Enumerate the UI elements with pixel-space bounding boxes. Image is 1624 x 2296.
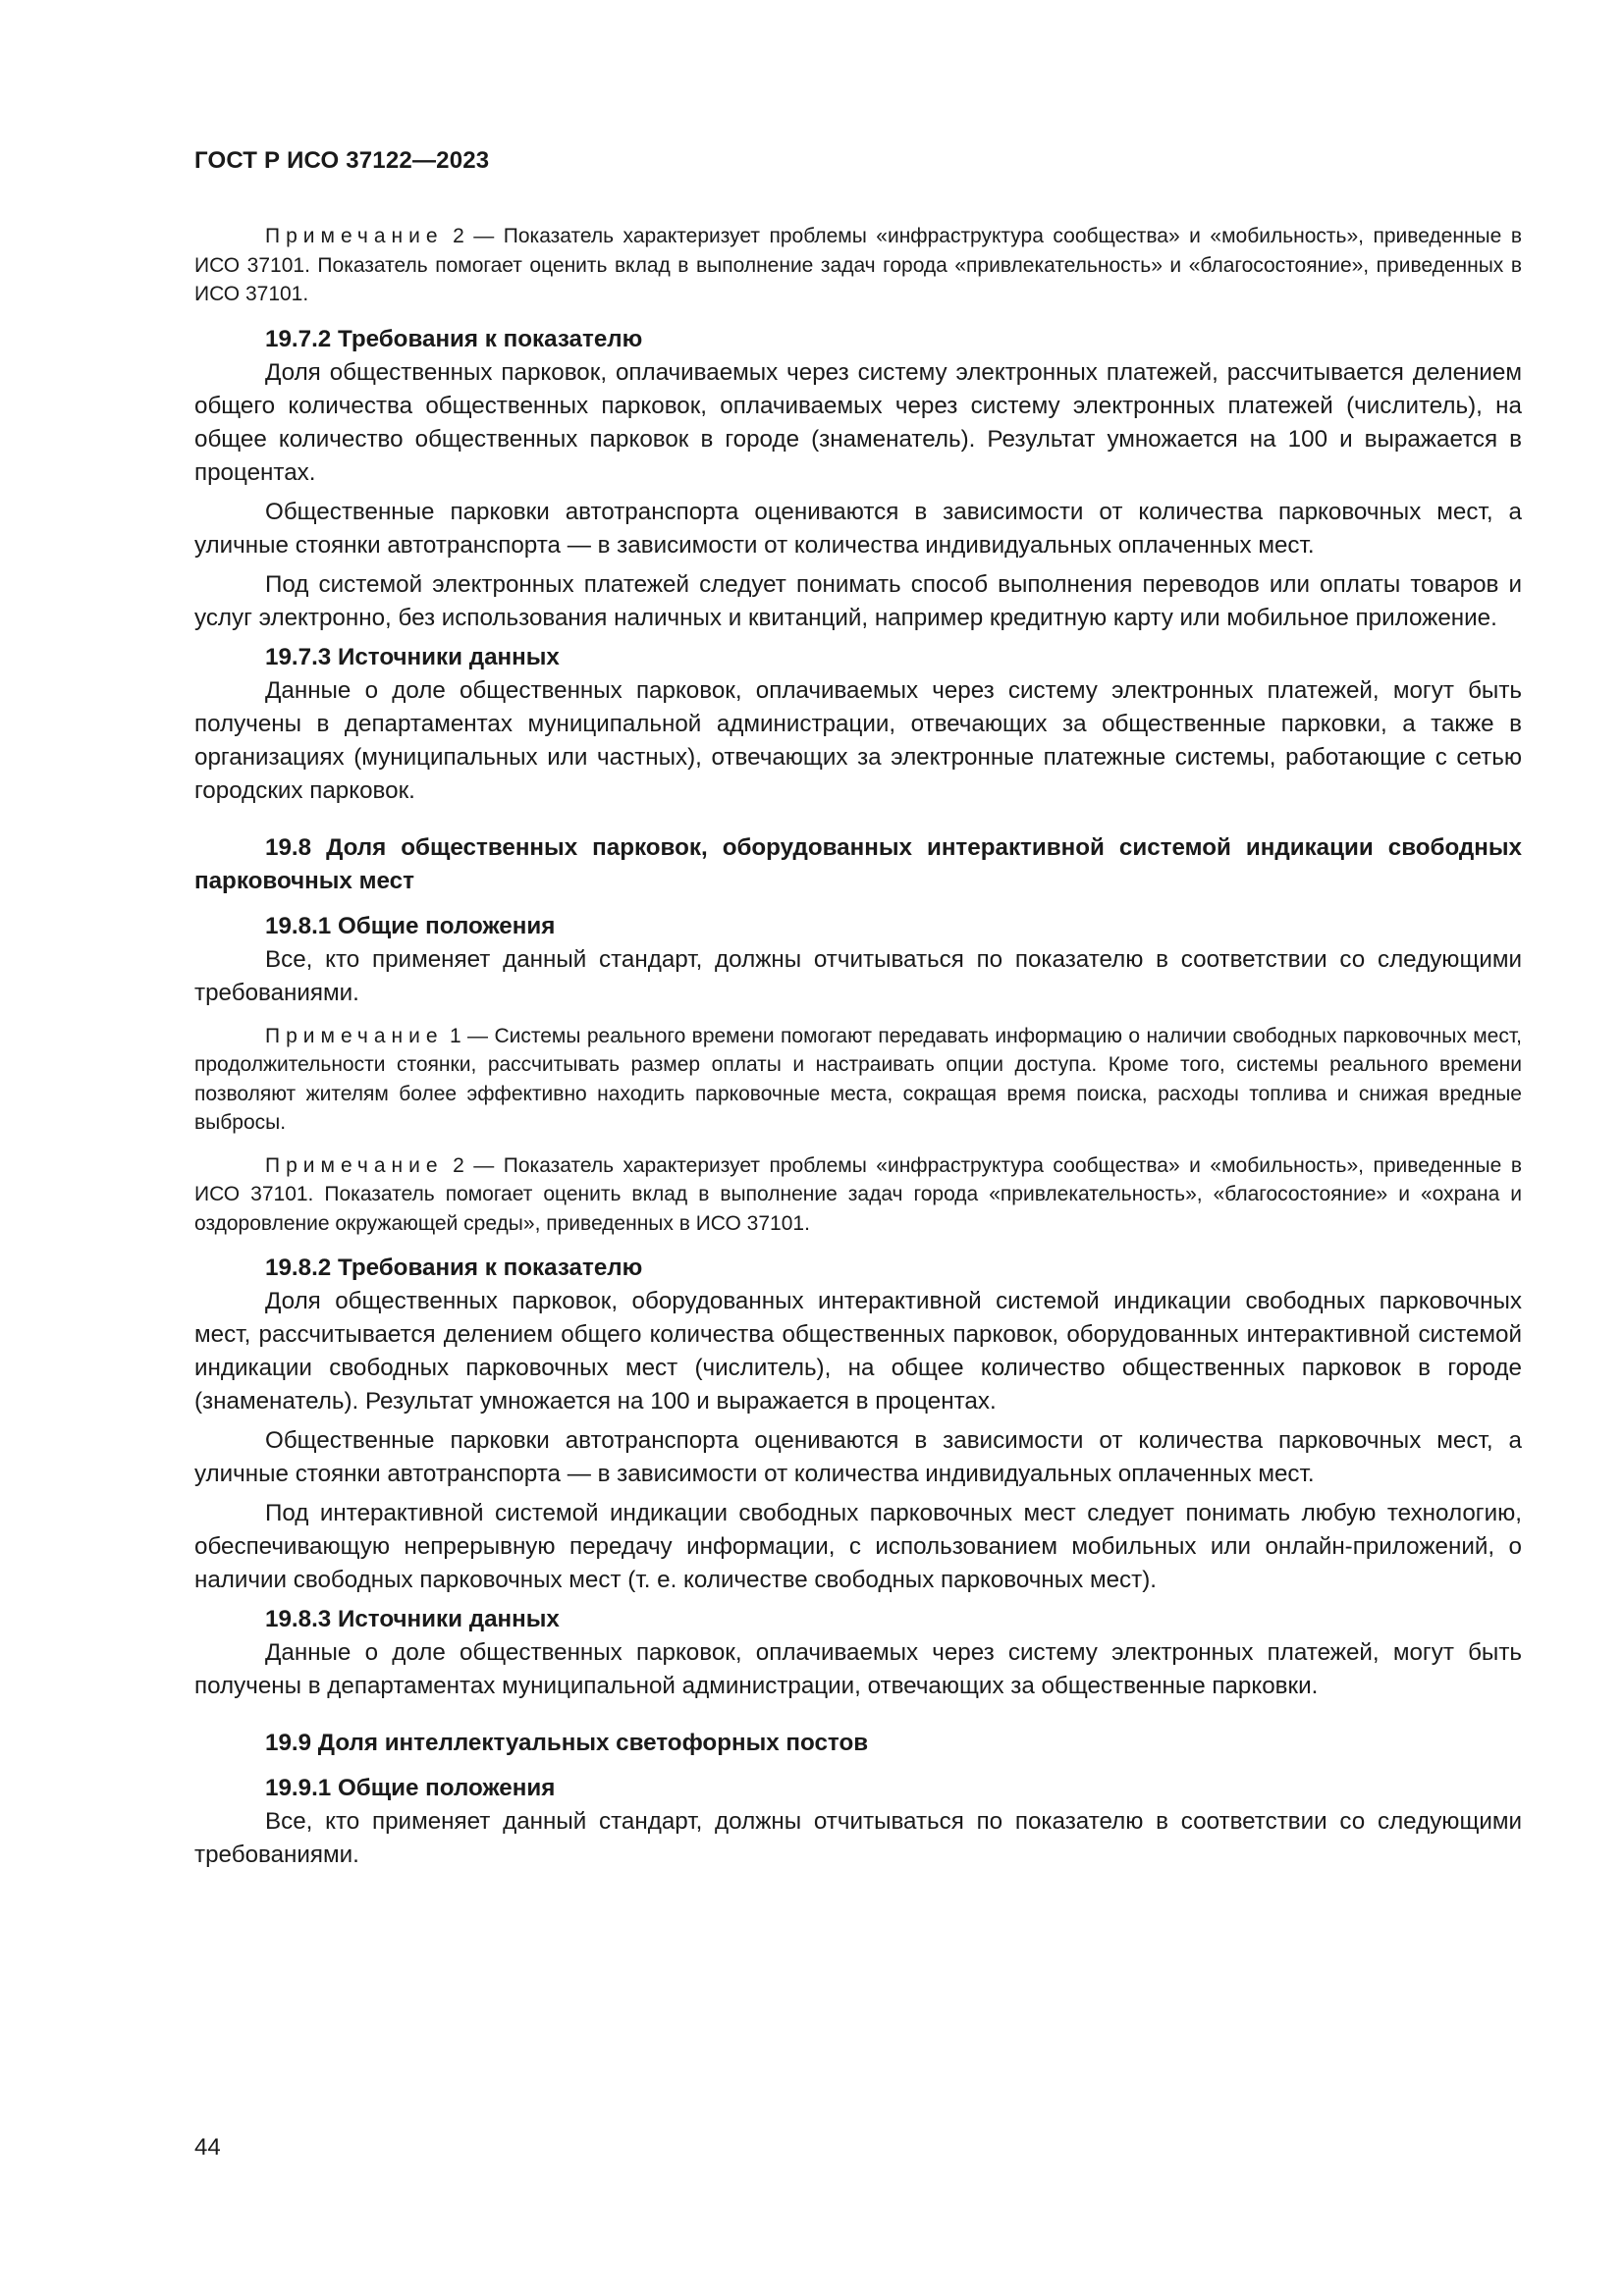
subsection-heading-19-7-2: 19.7.2 Требования к показателю	[265, 325, 643, 352]
section-heading-19-9: 19.9 Доля интеллектуальных светофорных постов	[265, 1730, 869, 1756]
note-paragraph	[194, 1022, 1522, 1138]
subsection-heading-19-9-1: 19.9.1 Общие положения	[265, 1775, 556, 1801]
body-paragraph: Все, кто применяет данный стандарт, должны отчитываться по показателю в соответствии со следующими требованиями.	[194, 1808, 1522, 1868]
body-paragraph: Под интерактивной системой индикации свободных парковочных мест следует понимать любую технологию, обеспечивающую непрерывную передачу информации, с использованием мобильных или онлайн-приложений, о наличии свободных парковочных мест (т. е. количестве свободных парковочных мест).	[194, 1500, 1522, 1593]
note-text: 2 — Показатель характеризует проблемы «инфраструктура сообщества» и «мобильность», приведенные в ИСО 37101. Показатель помогает оценить вклад в выполнение задач города «привлекательность», «благосостояние» и «охрана и оздоровление окружающей среды», приведенных в ИСО 37101.	[194, 1153, 1522, 1235]
body-paragraph: Общественные парковки автотранспорта оцениваются в зависимости от количества парковочных мест, а уличные стоянки автотранспорта — в зависимости от количества индивидуальных оплаченных мест.	[194, 1427, 1522, 1487]
body-paragraph: Доля общественных парковок, оборудованных интерактивной системой индикации свободных парковочных мест, рассчитывается делением общего количества общественных парковок, оборудованных интерактивной системой индикации свободных парковочных мест (числитель), на общее количество общественных парковок в городе (знаменатель). Результат умножается на 100 и выражается в процентах.	[194, 1288, 1522, 1415]
body-paragraph: Общественные парковки автотранспорта оцениваются в зависимости от количества парковочных мест, а уличные стоянки автотранспорта — в зависимости от количества индивидуальных оплаченных мест.	[194, 498, 1522, 559]
document-header: ГОСТ Р ИСО 37122—2023	[194, 147, 490, 174]
subsection-heading-19-8-2: 19.8.2 Требования к показателю	[265, 1255, 643, 1281]
body-paragraph: Все, кто применяет данный стандарт, должны отчитываться по показателю в соответствии со следующими требованиями.	[194, 945, 1522, 1006]
body-paragraph: Данные о доле общественных парковок, оплачиваемых через систему электронных платежей, могут быть получены в департаментах муниципальной администрации, отвечающих за общественные парковки, а также в организациях (муниципальных или частных), отвечающих за электронные платежные системы, работающие с сетью городских парковок.	[194, 676, 1522, 804]
note-label: Примечание	[265, 1024, 444, 1047]
subsection-heading-19-8-1: 19.8.1 Общие положения	[265, 912, 556, 939]
body-paragraph: Данные о доле общественных парковок, оплачиваемых через систему электронных платежей, могут быть получены в департаментах муниципальной администрации, отвечающих за общественные парковки.	[194, 1639, 1522, 1699]
body-paragraph: Доля общественных парковок, оплачиваемых через систему электронных платежей, рассчитывается делением общего количества общественных парковок, оплачиваемых через систему электронных платежей (числитель), на общее количество общественных парковок в городе (знаменатель). Результат умножается на 100 и выражается в процентах.	[194, 358, 1522, 486]
note-label: Примечание	[265, 1153, 444, 1177]
note-text: 2 — Показатель характеризует проблемы «инфраструктура сообщества» и «мобильность», приведенные в ИСО 37101. Показатель помогает оценить вклад в выполнение задач города «привлекательность» и «благосостояние», приведенных в ИСО 37101.	[194, 225, 1522, 305]
note-label: Примечание	[265, 225, 444, 247]
note-paragraph	[194, 222, 1522, 309]
subsection-heading-19-7-3: 19.7.3 Источники данных	[265, 643, 560, 670]
note-paragraph	[194, 1151, 1522, 1239]
body-paragraph: Под системой электронных платежей следует понимать способ выполнения переводов или оплаты товаров и услуг электронно, без использования наличных и квитанций, например кредитную карту или мобильное приложение.	[194, 570, 1522, 631]
document-page	[194, 147, 1522, 1878]
subsection-heading-19-8-3: 19.8.3 Источники данных	[265, 1606, 560, 1632]
page-number: 44	[194, 2134, 221, 2161]
section-heading-19-8: 19.8 Доля общественных парковок, оборудованных интерактивной системой индикации свободных парковочных мест	[194, 833, 1522, 894]
note-text: 1 — Системы реального времени помогают передавать информацию о наличии свободных парковочных мест, продолжительности стоянки, рассчитывать размер оплаты и настраивать опции доступа. Кроме того, системы реального времени позволяют жителям более эффективно находить парковочные места, сокращая время поиска, расходы топлива и снижая вредные выбросы.	[194, 1024, 1522, 1134]
